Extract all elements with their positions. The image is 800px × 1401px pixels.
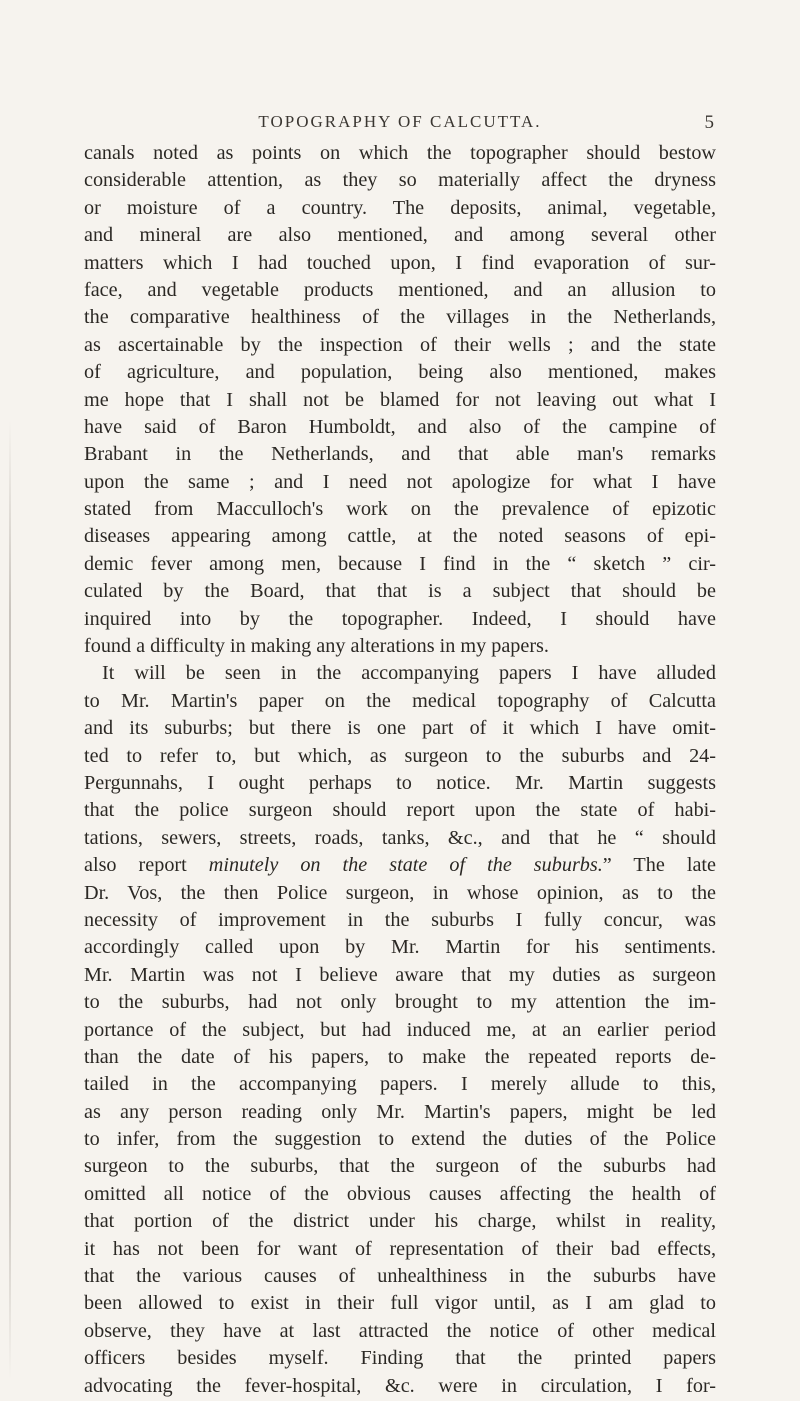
text-line-24: Pergunnahs, I ought perhaps to notice. Mr. Martin suggests bbox=[84, 771, 716, 794]
text-line-27 bbox=[84, 852, 716, 879]
italic-quote: minutely on the state of the suburbs. bbox=[208, 854, 603, 877]
text-line-1: canals noted as points on which the topographer should bestow bbox=[84, 142, 716, 164]
text-line-33: portance of the subject, but had induced me, at an earlier period bbox=[84, 1018, 716, 1041]
text-line-28: Dr. Vos, the then Police surgeon, in whose opinion, as to the bbox=[84, 881, 716, 904]
body-text bbox=[84, 140, 716, 1400]
text-line-31: Mr. Martin was not I believe aware that my duties as surgeon bbox=[84, 963, 716, 986]
text-line-26: tations, sewers, streets, roads, tanks, &c., and that he “ should bbox=[84, 826, 716, 849]
text-line-4: and mineral are also mentioned, and among several other bbox=[84, 224, 716, 247]
text-line-18: inquired into by the topographer. Indeed, I should have bbox=[84, 607, 716, 630]
page-edge-shadow bbox=[9, 420, 11, 1380]
text-line-30: accordingly called upon by Mr. Martin for his sentiments. bbox=[84, 936, 716, 959]
text-line-12: Brabant in the Netherlands, and that able man's remarks bbox=[84, 443, 716, 466]
text-line-17: culated by the Board, that that is a subject that should be bbox=[84, 580, 716, 603]
page-number: 5 bbox=[704, 112, 714, 133]
text-line-45: officers besides myself. Finding that the printed papers bbox=[84, 1347, 716, 1370]
text-line-34: than the date of his papers, to make the repeated reports de- bbox=[84, 1045, 716, 1068]
text-line-23: ted to refer to, but which, as surgeon to the suburbs and 24- bbox=[84, 744, 716, 767]
page-header bbox=[0, 112, 800, 142]
text-line-21: to Mr. Martin's paper on the medical topography of Calcutta bbox=[84, 689, 716, 712]
text-line-19: found a difficulty in making any alterations in my papers. bbox=[84, 635, 549, 658]
text-line-2: considerable attention, as they so materially affect the dryness bbox=[84, 169, 716, 192]
text-line-27-start: also report bbox=[84, 854, 187, 877]
text-line-15: diseases appearing among cattle, at the noted seasons of epi- bbox=[84, 525, 716, 548]
text-line-29: necessity of improvement in the suburbs I fully concur, was bbox=[84, 908, 716, 931]
text-line-25: that the police surgeon should report upon the state of habi- bbox=[84, 799, 716, 822]
text-line-5: matters which I had touched upon, I find evaporation of sur- bbox=[84, 251, 716, 274]
text-line-38: surgeon to the suburbs, that the surgeon of the suburbs had bbox=[84, 1155, 716, 1178]
text-line-43: been allowed to exist in their full vigor until, as I am glad to bbox=[84, 1292, 716, 1315]
text-line-27-end: ” The late bbox=[602, 854, 716, 877]
text-line-37: to infer, from the suggestion to extend the duties of the Police bbox=[84, 1128, 716, 1151]
text-line-40: that portion of the district under his charge, whilst in reality, bbox=[84, 1210, 716, 1233]
text-line-22: and its suburbs; but there is one part of it which I have omit- bbox=[84, 717, 716, 740]
text-line-8: as ascertainable by the inspection of their wells ; and the state bbox=[84, 333, 716, 356]
text-line-3: or moisture of a country. The deposits, animal, vegetable, bbox=[84, 196, 716, 219]
text-line-42: that the various causes of unhealthiness in the suburbs have bbox=[84, 1265, 716, 1288]
text-line-32: to the suburbs, had not only brought to my attention the im- bbox=[84, 991, 716, 1014]
text-line-35: tailed in the accompanying papers. I merely allude to this, bbox=[84, 1073, 716, 1096]
text-line-20: It will be seen in the accompanying papers I have alluded bbox=[102, 662, 716, 685]
text-line-14: stated from Macculloch's work on the prevalence of epizotic bbox=[84, 498, 716, 521]
text-line-11: have said of Baron Humboldt, and also of the campine of bbox=[84, 415, 716, 438]
text-line-13: upon the same ; and I need not apologize for what I have bbox=[84, 470, 716, 493]
text-line-10: me hope that I shall not be blamed for not leaving out what I bbox=[84, 388, 716, 411]
text-line-41: it has not been for want of representation of their bad effects, bbox=[84, 1237, 716, 1260]
text-line-9: of agriculture, and population, being also mentioned, makes bbox=[84, 361, 716, 384]
text-line-39: omitted all notice of the obvious causes affecting the health of bbox=[84, 1182, 716, 1205]
text-line-36: as any person reading only Mr. Martin's papers, might be led bbox=[84, 1100, 716, 1123]
text-line-46: advocating the fever-hospital, &c. were in circulation, I for- bbox=[84, 1374, 716, 1397]
text-line-6: face, and vegetable products mentioned, and an allusion to bbox=[84, 278, 716, 301]
text-line-16: demic fever among men, because I find in the “ sketch ” cir- bbox=[84, 552, 716, 575]
text-line-44: observe, they have at last attracted the notice of other medical bbox=[84, 1319, 716, 1342]
text-line-7: the comparative healthiness of the villages in the Netherlands, bbox=[84, 306, 716, 329]
running-head: TOPOGRAPHY OF CALCUTTA. bbox=[258, 112, 542, 131]
